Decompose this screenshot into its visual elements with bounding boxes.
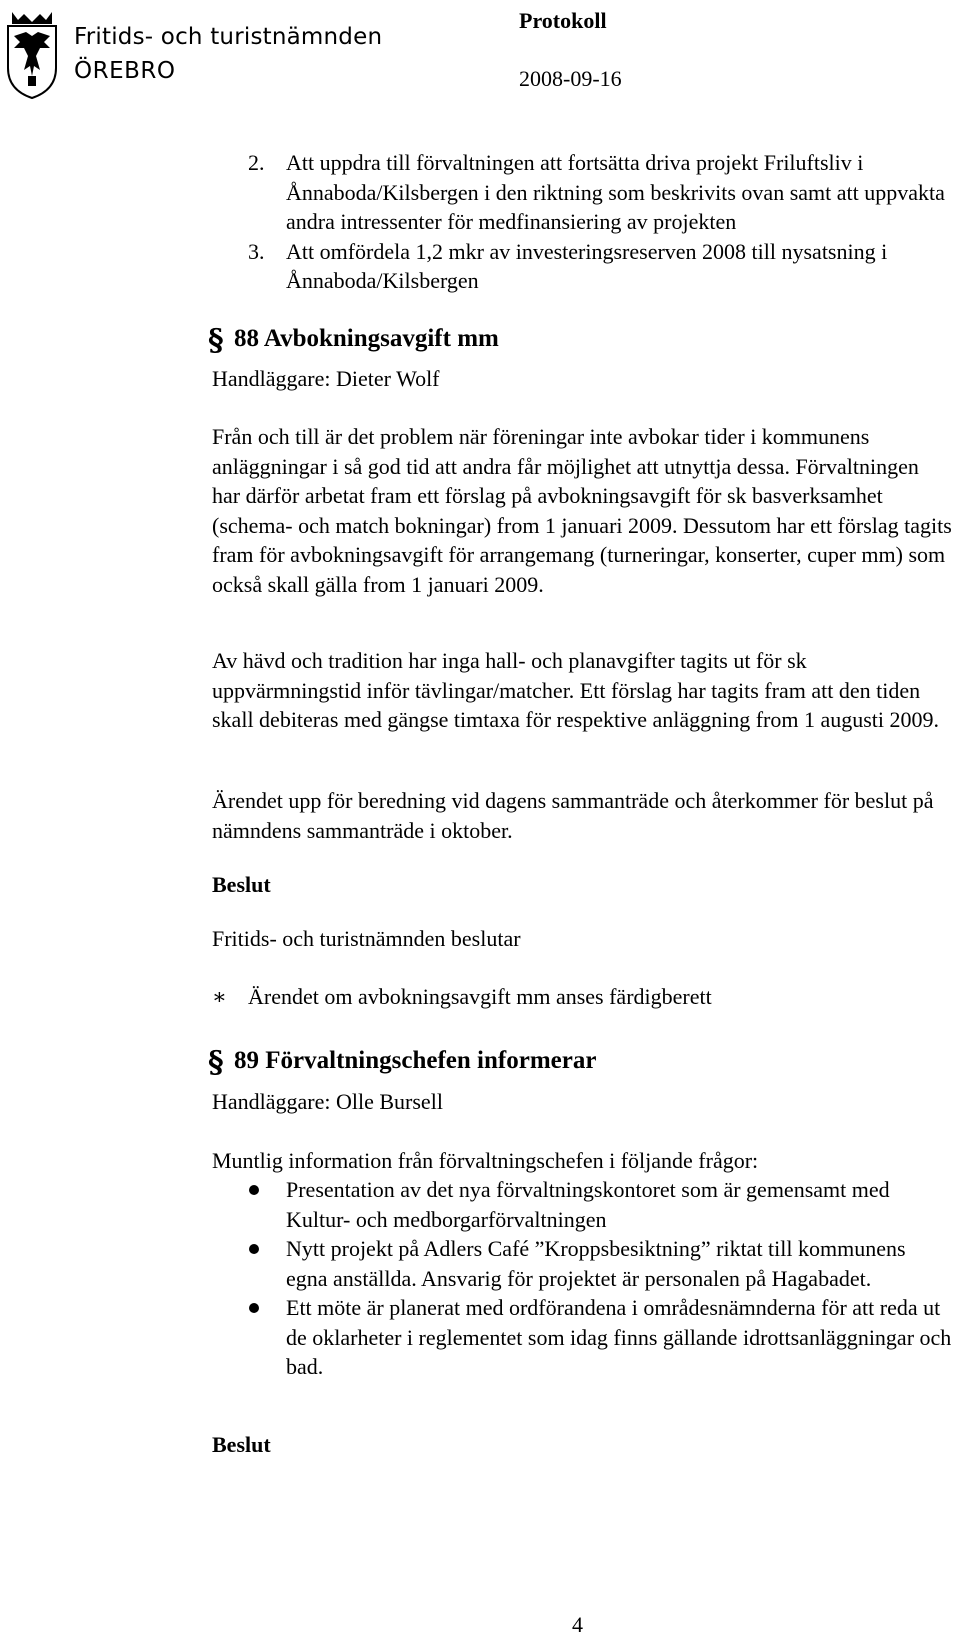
- list-number: 2.: [248, 150, 265, 175]
- city-name: ÖREBRO: [74, 58, 176, 84]
- paragraph: Från och till är det problem när föreningar inte avbokar tider i kommunens anläggningar i så god tid att andra får möjlighet att utnyttja dessa. Förvaltningen har därför arbetat fram ett förslag på avbokningsavgift för sk basverksamhet (schema- och match bokningar) from 1 januari 2009. Dessutom har ett förslag tagits fram för avbokningsavgift för arrangemang (turneringar, konserter, cuper mm) som också skall gälla from 1 januari 2009.: [212, 424, 952, 597]
- organization-name: Fritids- och turistnämnden: [74, 24, 383, 50]
- decision-text: Ärendet om avbokningsavgift mm anses färdigberett: [248, 984, 712, 1009]
- paragraph: Ärendet upp för beredning vid dagens sammanträde och återkommer för beslut på nämndens sammanträde i oktober.: [212, 788, 934, 843]
- bullet-icon: [249, 1244, 259, 1254]
- handler-line: Handläggare: Dieter Wolf: [212, 366, 440, 391]
- list-number: 3.: [248, 238, 265, 264]
- list-text: Att omfördela 1,2 mkr av investeringsreserven 2008 till nysatsning i Ånnaboda/Kilsbergen: [286, 238, 888, 293]
- paragraph: Av hävd och tradition har inga hall- och planavgifter tagits ut för sk uppvärmningstid inför tävlingar/matcher. Ett förslag har tagits fram att den tiden skall debiteras med gängse timtaxa för respektive anläggning from 1 augusti 2009.: [212, 648, 940, 732]
- list-item: Ett möte är planerat med ordförandena i områdesnämnderna för att reda ut de oklarheter i reglementet som idag finns gällande idrottsanläggningar och bad.: [212, 1293, 952, 1382]
- section-88-heading: [208, 320, 499, 358]
- coat-of-arms-logo: [4, 6, 60, 102]
- section-sign-icon: [208, 320, 230, 358]
- section-title: 88 Avbokningsavgift mm: [234, 325, 499, 352]
- list-item: [212, 237, 952, 296]
- list-text: Att uppdra till förvaltningen att fortsätta driva projekt Friluftsliv i Ånnaboda/Kilsbergen i den riktning som beskrivits ovan samt att uppvakta andra intressenter för medfinansiering av projekten: [286, 150, 945, 234]
- svg-text:§: §: [208, 323, 224, 358]
- document-date: 2008-09-16: [519, 66, 622, 91]
- bullet-icon: [249, 1185, 259, 1195]
- decision-list: [212, 148, 952, 296]
- svg-text:§: §: [208, 1045, 224, 1080]
- list-item: Nytt projekt på Adlers Café ”Kroppsbesiktning” riktat till kommunens egna anställda. Ansvarig för projektet är personalen på Hagabadet.: [212, 1234, 952, 1293]
- section-title: 89 Förvaltningschefen informerar: [234, 1047, 597, 1074]
- page-number: 4: [572, 1612, 583, 1637]
- list-item: Presentation av det nya förvaltningskontoret som är gemensamt med Kultur- och medborgarförvaltningen: [212, 1175, 952, 1234]
- beslut-label: Beslut: [212, 1432, 271, 1457]
- section-sign-icon: [208, 1042, 230, 1080]
- list-item: [212, 148, 952, 237]
- document-type: Protokoll: [519, 8, 607, 33]
- asterisk-icon: ∗: [212, 984, 227, 1009]
- bullet-icon: [249, 1303, 259, 1313]
- section-89-heading: [208, 1042, 596, 1080]
- beslut-intro: Fritids- och turistnämnden beslutar: [212, 926, 521, 951]
- handler-line: Handläggare: Olle Bursell: [212, 1089, 443, 1114]
- beslut-label: Beslut: [212, 872, 271, 897]
- info-bullet-list: [212, 1175, 952, 1382]
- info-intro: Muntlig information från förvaltningschefen i följande frågor:: [212, 1148, 759, 1173]
